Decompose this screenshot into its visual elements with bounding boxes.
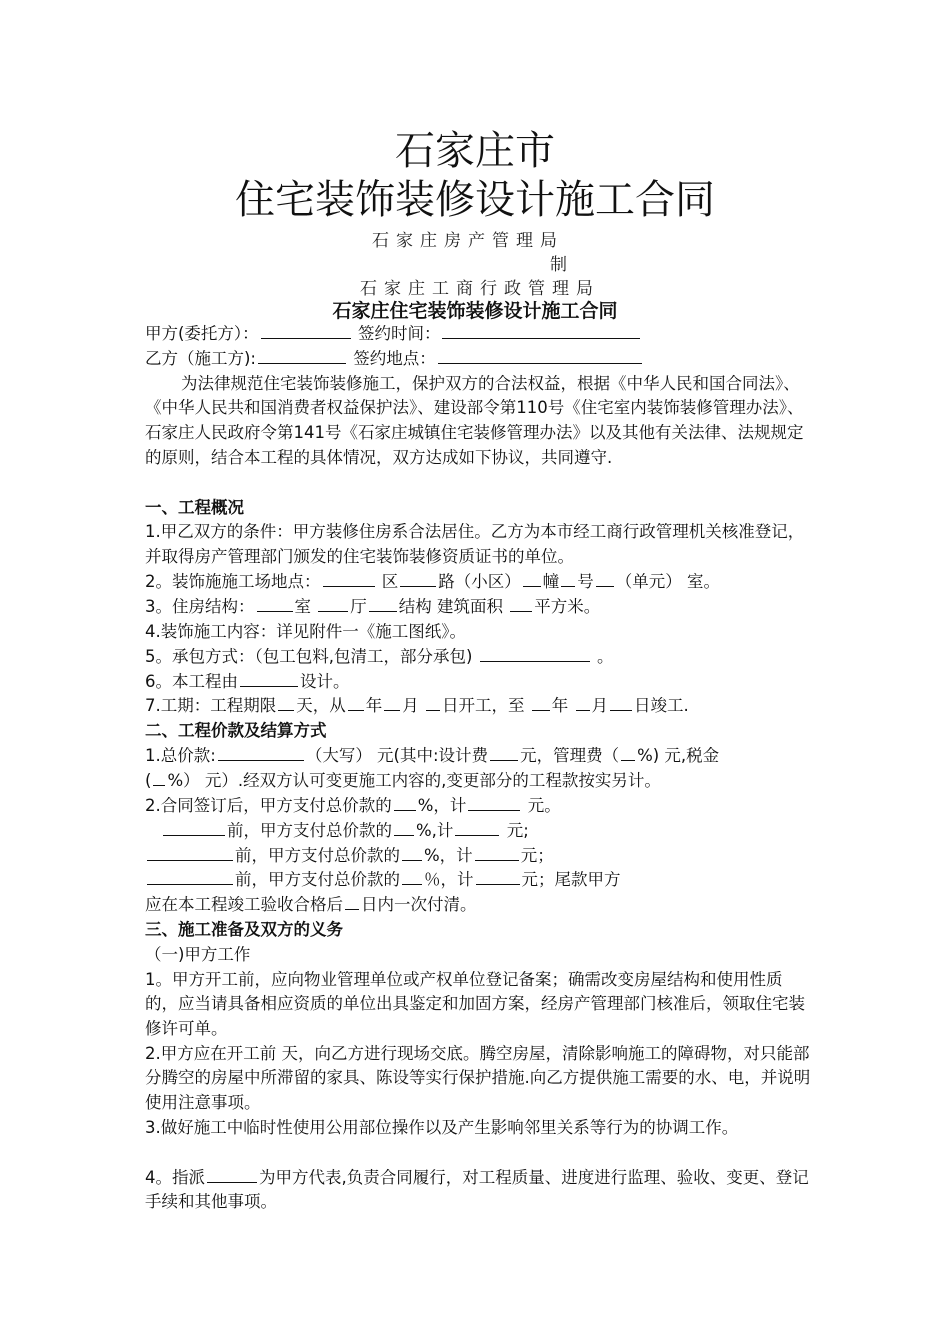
district-blank	[323, 570, 375, 587]
s2-payment-1	[145, 819, 815, 844]
s2-item-1-text-d: %) 元,税金	[637, 745, 720, 765]
s3-item-4	[145, 1166, 815, 1216]
s1-item-6-text-b: 设计。	[300, 671, 350, 691]
contract-body	[145, 322, 815, 1216]
s1-item-3-text-e: 平方米。	[534, 597, 601, 617]
s2-item-2-text-b: %，计	[417, 795, 467, 815]
s1-item-7-text-a: 7.工期：工程期限	[145, 696, 277, 716]
number-blank	[561, 570, 575, 587]
s1-item-6	[145, 670, 815, 695]
end-day-blank	[610, 694, 632, 711]
s2-item-1-text-a: 1.总价款:	[145, 745, 216, 765]
party-b-label: 乙方（施工方):	[145, 348, 256, 368]
s1-item-7-text-c: 年	[365, 696, 383, 716]
s1-item-2-text-b: 区	[381, 572, 399, 592]
title-line-2: 住宅装饰装修设计施工合同	[235, 177, 715, 223]
s1-item-2-text-f: （单元） 室。	[615, 572, 720, 592]
pay-3-percent-blank	[402, 868, 422, 885]
s3-item-1: 1。甲方开工前，应向物业管理单位或产权单位登记备案；确需改变房屋结构和使用性质的，应当请具备相应资质的单位出具鉴定和加固方案，经房产管理部门核准后，领取住宅装修许可单。	[145, 969, 805, 1039]
s3-subheading-party-a: （一)甲方工作	[145, 944, 251, 964]
contract-mode-blank	[480, 645, 590, 662]
s2-final-text-b: 日内一次付清。	[361, 895, 477, 915]
tax-blank	[153, 769, 165, 786]
s1-item-2-text-c: 路（小区）	[438, 572, 521, 592]
start-year-blank	[348, 694, 364, 711]
party-a-label: 甲方(委托方）：	[145, 324, 259, 343]
s1-item-7-text-g: 月	[591, 696, 608, 716]
s1-item-3	[145, 595, 815, 620]
rooms-blank	[257, 595, 293, 612]
s1-item-2-text-e: 号	[577, 572, 594, 592]
s2-payment-3	[145, 868, 815, 893]
sign-place-blank	[438, 347, 642, 364]
party-a-blank	[261, 322, 351, 339]
s2-item-1-text-f: %） 元）.经双方认可变更施工内容的,变更部分的工程款按实另计。	[167, 770, 661, 790]
s1-item-7-text-f: 年	[551, 696, 569, 716]
road-blank	[400, 570, 436, 587]
area-blank	[510, 595, 532, 612]
sign-place-label: 签约地点：	[353, 348, 436, 368]
s1-item-3-text-c: 厅	[350, 597, 367, 617]
s1-item-2-text-d: 幢	[542, 572, 560, 592]
s2-item-1-text-e: (	[145, 770, 152, 790]
s2-item-2-text-c: 元。	[527, 795, 561, 815]
s2-payment-2-text-b: %，计	[424, 845, 473, 865]
s1-item-3-text-b: 室	[294, 597, 311, 617]
section-1-heading: 一、工程概况	[145, 497, 244, 517]
s1-item-7-text-e: 日开工，至	[442, 696, 525, 716]
s3-item-4-text-a: 4。指派	[145, 1167, 205, 1187]
s1-item-5-text-a: 5。承包方式：（包工包料,包清工，部分承包)	[145, 646, 473, 666]
s2-final-text-a: 应在本工程竣工验收合格后	[145, 895, 343, 915]
pay-2-percent-blank	[402, 844, 422, 861]
mgmt-fee-blank	[621, 744, 635, 761]
s2-payment-3-text-a: 前，甲方支付总价款的	[235, 870, 400, 890]
start-month-blank	[384, 694, 400, 711]
unit-blank	[596, 570, 614, 587]
pay-3-amount-blank	[476, 868, 520, 885]
title-line-1: 石家庄市	[395, 128, 555, 174]
pay-1-amount-blank	[455, 819, 499, 836]
s3-item-2: 2.甲方应在开工前 天，向乙方进行现场交底。腾空房屋，清除影响施工的障碍物，对只能部分腾空的房屋中所滞留的家具、陈设等实行保护措施.向乙方提供施工需要的水、电，并说明使用注意事项。	[145, 1043, 811, 1113]
end-year-blank	[532, 694, 550, 711]
s2-item-1-text-c: 元，管理费（	[520, 745, 620, 765]
issuer-housing-bureau: 石家庄房产管理局	[372, 231, 564, 251]
s1-item-7-text-h: 日竣工.	[634, 696, 689, 716]
sign-time-blank	[442, 322, 640, 339]
end-month-blank	[576, 694, 590, 711]
s2-payment-2	[145, 844, 815, 869]
initial-percent-blank	[394, 794, 416, 811]
section-2-heading: 二、工程价款及结算方式	[145, 721, 327, 741]
milestone-2-blank	[147, 844, 233, 861]
s1-item-3-text-a: 3。住房结构：	[145, 597, 255, 617]
s2-payment-1-text-b: %,计	[416, 820, 454, 840]
pay-1-percent-blank	[394, 819, 414, 836]
design-fee-blank	[490, 744, 518, 761]
days-blank	[278, 694, 294, 711]
s1-item-3-text-d: 结构 建筑面积	[398, 597, 503, 617]
s3-item-4-text-b: 为甲方代表,负责合同履行，对工程质量、进度进行监理、验收、变更、登记手续和其他事项。	[145, 1167, 809, 1212]
s1-item-7	[145, 694, 815, 719]
party-a-line	[145, 322, 815, 347]
total-price-blank	[218, 744, 304, 761]
issuer-made: 制	[550, 255, 574, 275]
s1-item-1: 1.甲乙双方的条件：甲方装修住房系合法居住。乙方为本市经工商行政管理机关核准登记，并取得房产管理部门颁发的住宅装饰装修资质证书的单位。	[145, 522, 805, 567]
s1-item-5	[145, 645, 815, 670]
contract-subtitle: 石家庄住宅装饰装修设计施工合同	[332, 300, 618, 322]
s2-item-2-text-a: 2.合同签订后，甲方支付总价款的	[145, 795, 392, 815]
s1-item-2-text-a: 2。装饰施施工场地点：	[145, 572, 321, 592]
party-b-blank	[258, 347, 346, 364]
halls-blank	[318, 595, 348, 612]
representative-blank	[207, 1166, 257, 1183]
s2-payment-3-text-b: ％，计	[424, 870, 474, 890]
section-3-heading: 三、施工准备及双方的义务	[145, 919, 343, 939]
s2-item-2	[145, 794, 815, 819]
s3-item-3: 3.做好施工中临时性使用公用部位操作以及产生影响邻里关系等行为的协调工作。	[145, 1117, 739, 1137]
s1-item-2	[145, 570, 815, 595]
initial-amount-blank	[468, 794, 520, 811]
designer-blank	[240, 670, 298, 687]
s2-payment-3-text-c: 元；尾款甲方	[521, 870, 621, 890]
issuer-commerce-bureau: 石家庄工商行政管理局	[360, 279, 600, 299]
structure-blank	[369, 595, 397, 612]
s2-final-payment	[145, 893, 815, 918]
sign-time-label: 签约时间：	[357, 324, 441, 343]
s1-item-4: 4.装饰施工内容：详见附件一《施工图纸》。	[145, 621, 466, 641]
start-day-blank	[426, 694, 440, 711]
preamble: 为法律规范住宅装饰装修施工，保护双方的合法权益，根据《中华人民和国合同法》、《中华人民共和国消费者权益保护法》、建设部令第110号《住宅室内装饰装修管理办法》、石家庄人民政府令第141号《石家庄城镇住宅装修管理办法》以及其他有关法律、法规规定的原则，结合本工程的具体情况，双方达成如下协议，共同遵守.	[145, 373, 804, 467]
s2-payment-2-text-a: 前，甲方支付总价款的	[235, 845, 400, 865]
s2-payment-2-text-c: 元；	[520, 845, 554, 865]
final-days-blank	[345, 893, 359, 910]
milestone-3-blank	[147, 868, 233, 885]
s1-item-6-text-a: 6。本工程由	[145, 671, 238, 691]
s2-payment-1-text-a: 前，甲方支付总价款的	[227, 820, 392, 840]
s2-item-1-text-b: （大写） 元(其中:设计费	[305, 745, 489, 765]
s2-item-1	[145, 744, 815, 794]
milestone-1-blank	[163, 819, 225, 836]
building-blank	[523, 570, 541, 587]
party-b-line	[145, 347, 815, 372]
s1-item-7-text-d: 月	[402, 696, 419, 716]
s2-payment-1-text-c: 元;	[506, 820, 529, 840]
pay-2-amount-blank	[475, 844, 519, 861]
s1-item-7-text-b: 天，从	[296, 696, 346, 716]
s1-item-5-text-b: 。	[596, 646, 614, 666]
